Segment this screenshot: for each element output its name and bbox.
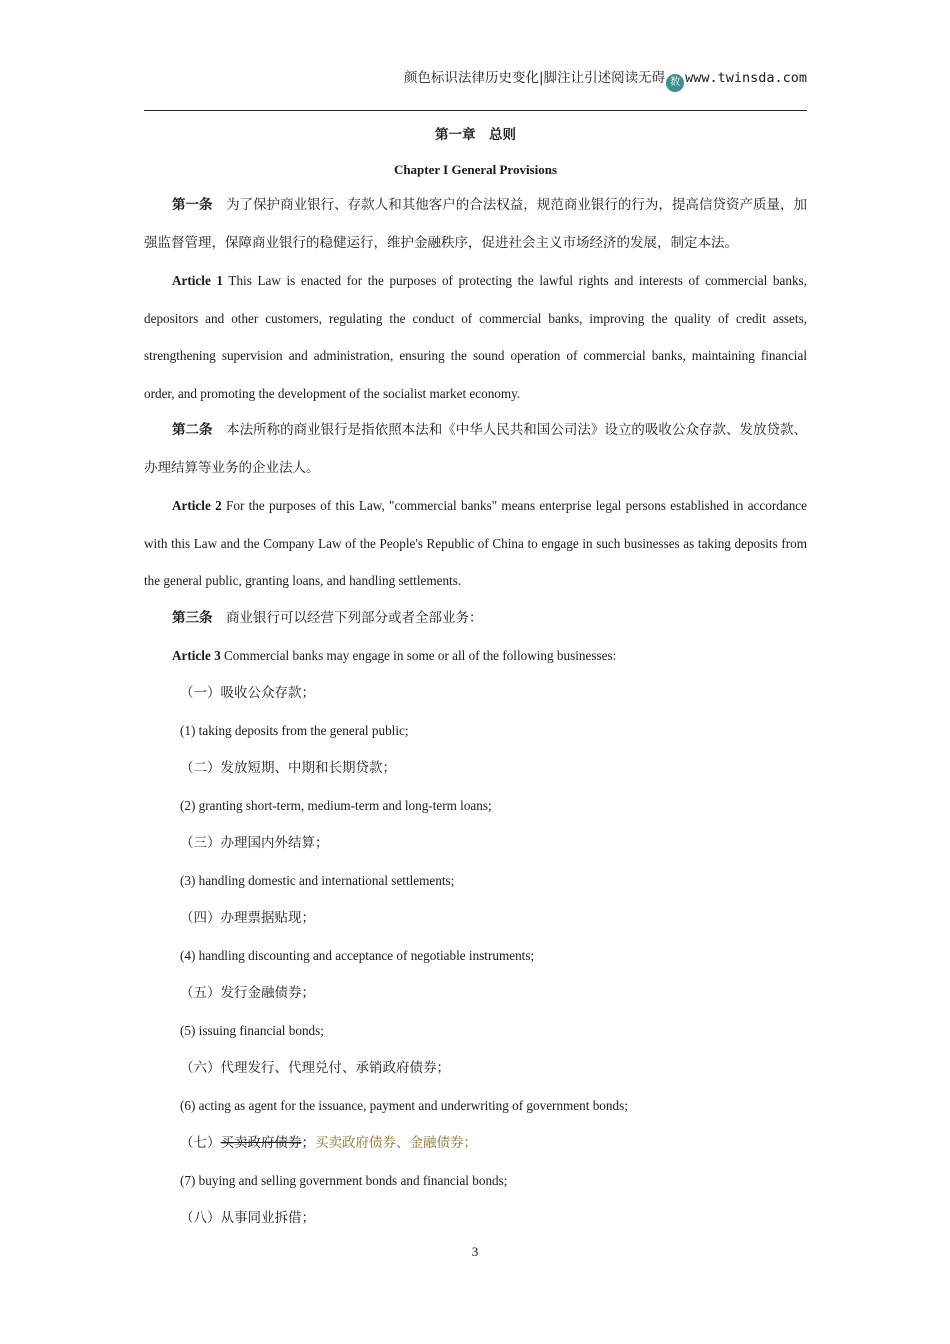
document-body bbox=[144, 121, 807, 1237]
article-1-en-label: Article 1 bbox=[172, 273, 224, 288]
article-2-en-text: For the purposes of this Law, "commercial banks" means enterprise legal persons established in accordance with this Law and the Company Law of the People's Republic of China to engage in such businesses as taking deposits from the general public, granting loans, and handling settlements. bbox=[144, 498, 807, 588]
item-7-added-text[interactable]: 买卖政府债券、金融债券； bbox=[315, 1134, 477, 1151]
chapter-title-en: Chapter I General Provisions bbox=[393, 162, 558, 177]
list-item-8-cn: （八）从事同业拆借； bbox=[180, 1209, 315, 1226]
list-item-en: (5) issuing financial bonds; bbox=[180, 1023, 324, 1038]
item-7-prefix: （七） bbox=[180, 1134, 221, 1151]
list-item-cn: （五）发行金融债券； bbox=[180, 984, 315, 1001]
list-item-en: (1) taking deposits from the general public; bbox=[180, 723, 409, 738]
list-item-cn: （一）吸收公众存款； bbox=[180, 684, 315, 701]
header-title: 颜色标识法律历史变化|脚注让引述阅读无碍 bbox=[404, 70, 666, 86]
article-1-en-text: This Law is enacted for the purposes of protecting the lawful rights and interests of commercial banks, depositors and other customers, regulating the conduct of commercial banks, improving the quality of credit assets, strengthening supervision and administration, ensuring the sound operation of commercial banks, maintaining financial order, and promoting the development of the socialist market economy. bbox=[144, 273, 807, 401]
article-3-en-label: Article 3 bbox=[172, 648, 221, 663]
list-item-cn: （三）办理国内外结算； bbox=[180, 834, 329, 851]
header-url[interactable]: www.twinsda.com bbox=[685, 70, 807, 86]
item-7-deleted-text: 买卖政府债券 bbox=[220, 1134, 302, 1151]
article-2-en bbox=[144, 487, 807, 600]
list-item-cn: （二）发放短期、中期和长期贷款； bbox=[180, 759, 396, 776]
article-1-cn bbox=[144, 187, 807, 262]
article-2-cn-text: 本法所称的商业银行是指依照本法和《中华人民共和国公司法》设立的吸收公众存款、发放贷款、办理结算等业务的企业法人。 bbox=[144, 422, 808, 476]
article-2-en-label: Article 2 bbox=[172, 498, 222, 513]
page-header bbox=[144, 66, 807, 96]
article-1-en bbox=[144, 262, 807, 412]
article-2-cn-label: 第二条 bbox=[172, 422, 213, 438]
article-3-cn-label: 第三条 bbox=[172, 609, 213, 626]
article-3-en bbox=[144, 637, 807, 675]
list-item-en: (2) granting short-term, medium-term and long-term loans; bbox=[180, 798, 492, 813]
list-item-cn: （六）代理发行、代理兑付、承销政府债券； bbox=[180, 1059, 450, 1076]
list-item-7-en: (7) buying and selling government bonds and financial bonds; bbox=[180, 1173, 508, 1188]
article-3-cn-text: 商业银行可以经营下列部分或者全部业务： bbox=[226, 609, 483, 626]
article-3-cn bbox=[144, 600, 807, 638]
item-7-separator: ； bbox=[301, 1134, 315, 1151]
article-1-cn-label: 第一条 bbox=[172, 197, 213, 213]
list-item-en: (3) handling domestic and international settlements; bbox=[180, 873, 455, 888]
chapter-title-cn: 第一章 总则 bbox=[435, 127, 516, 143]
list-item-7-cn bbox=[144, 1125, 807, 1163]
article-2-cn bbox=[144, 412, 807, 487]
header-rule bbox=[144, 110, 807, 111]
list-item-cn: （四）办理票据贴现； bbox=[180, 909, 315, 926]
list-item-en: (6) acting as agent for the issuance, payment and underwriting of government bonds; bbox=[180, 1098, 628, 1113]
twinsda-logo-icon: 数 bbox=[666, 74, 684, 92]
article-1-cn-text: 为了保护商业银行、存款人和其他客户的合法权益，规范商业银行的行为，提高信贷资产质量，加强监督管理，保障商业银行的稳健运行，维护金融秩序，促进社会主义市场经济的发展，制定本法。 bbox=[144, 197, 808, 251]
article-3-en-text: Commercial banks may engage in some or all of the following businesses: bbox=[224, 648, 617, 663]
list-item-en: (4) handling discounting and acceptance of negotiable instruments; bbox=[180, 948, 535, 963]
page-number: 3 bbox=[471, 1244, 479, 1259]
